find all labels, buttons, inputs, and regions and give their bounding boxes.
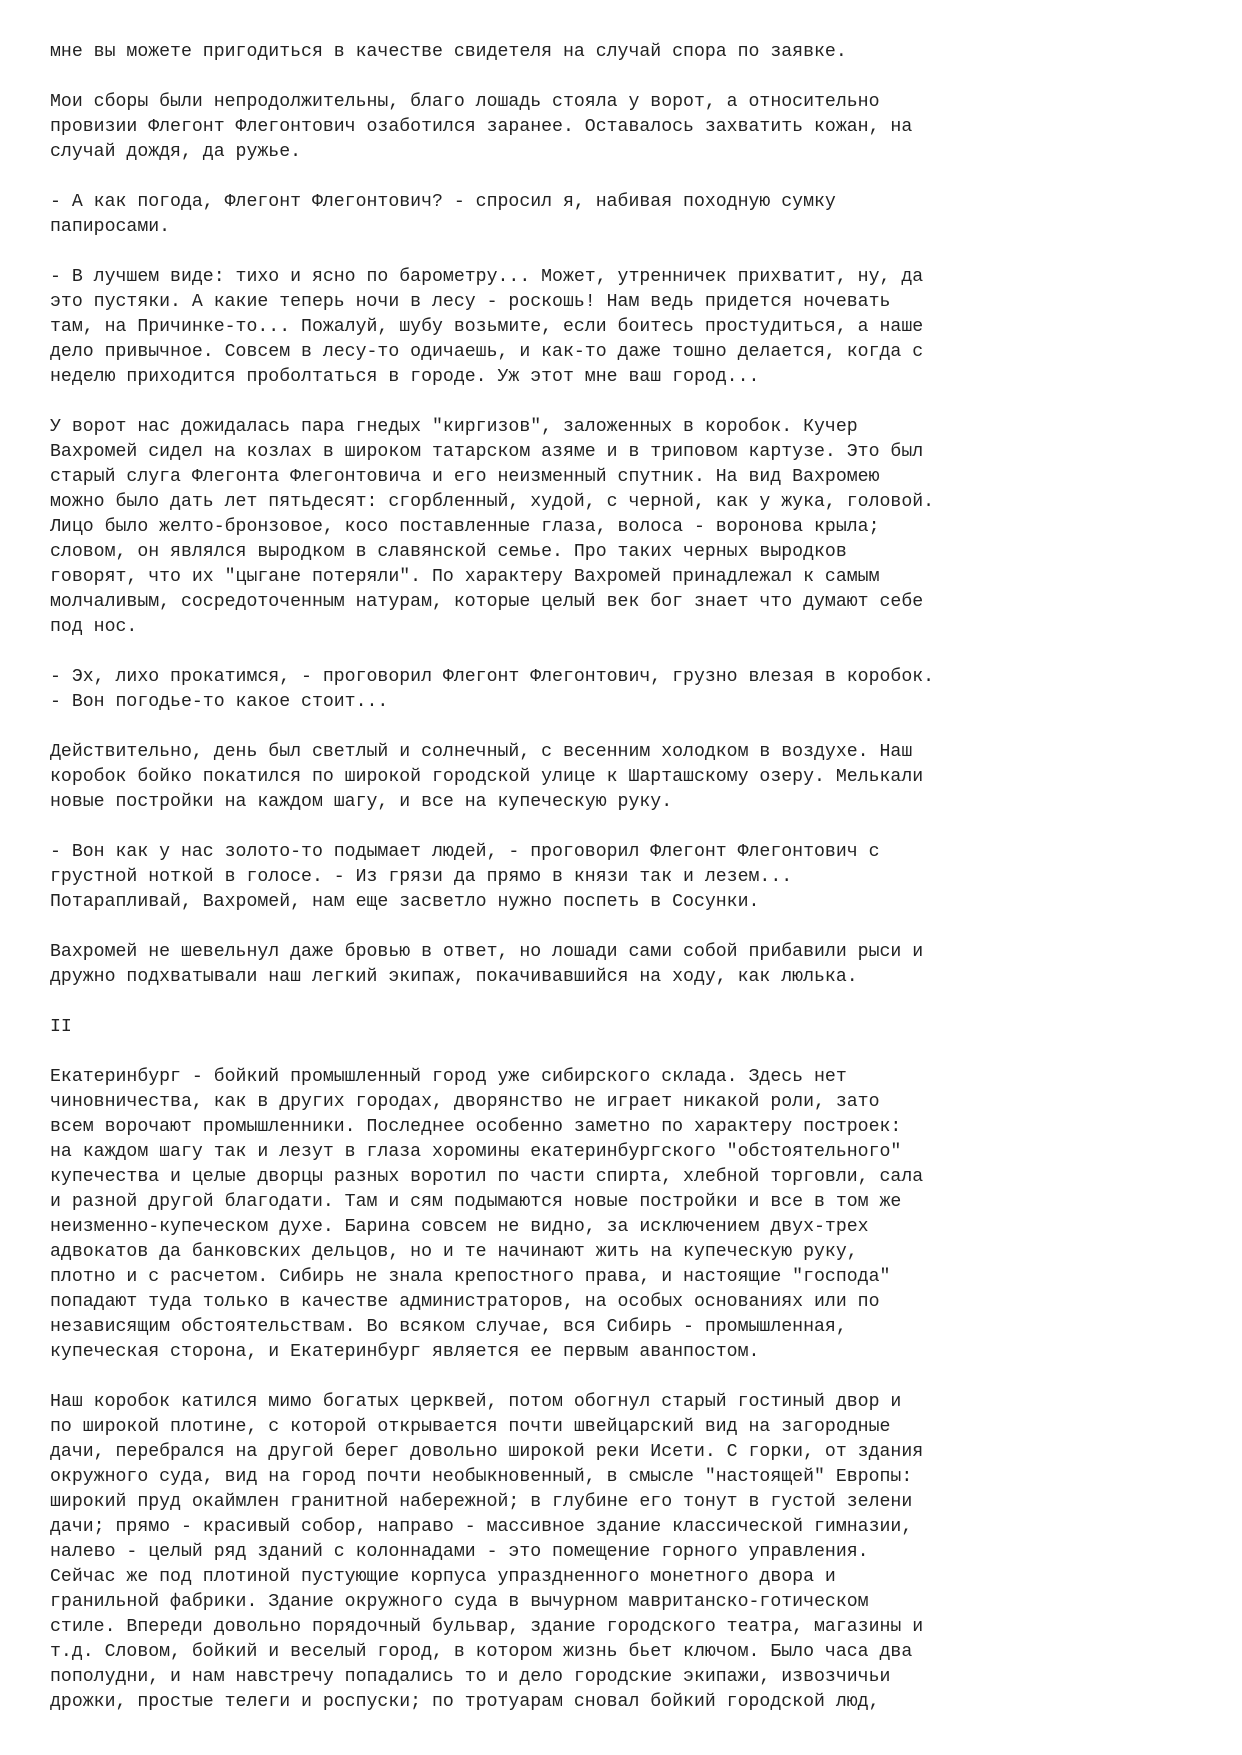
paragraph (50, 190, 1202, 240)
paragraph (50, 265, 1202, 390)
paragraph (50, 940, 1202, 990)
text-line: грустной ноткой в голосе. - Из грязи да прямо в князи так и лезем... (50, 867, 793, 887)
text-line: стиле. Впереди довольно порядочный бульвар, здание городского театра, магазины и (50, 1617, 924, 1637)
text-line: провизии Флегонт Флегонтович озаботился заранее. Оставалось захватить кожан, на (50, 117, 913, 137)
text-line: Вахромей сидел на козлах в широком татарском азяме и в триповом картузе. Это был (50, 442, 924, 462)
paragraph (50, 1065, 1202, 1365)
paragraph (50, 90, 1202, 165)
text-line: молчаливым, сосредоточенным натурам, которые целый век бог знает что думают себе (50, 592, 924, 612)
text-line: пополудни, и нам навстречу попадались то и дело городские экипажи, извозчичьи (50, 1667, 891, 1687)
text-line: Вахромей не шевельнул даже бровью в ответ, но лошади сами собой прибавили рыси и (50, 942, 924, 962)
text-line: дрожки, простые телеги и роспуски; по тротуарам сновал бойкий городской люд, (50, 1692, 880, 1712)
text-line: - Эх, лихо прокатимся, - проговорил Флегонт Флегонтович, грузно влезая в коробок. (50, 667, 935, 687)
text-line: Екатеринбург - бойкий промышленный город уже сибирского склада. Здесь нет (50, 1067, 847, 1087)
text-line: гранильной фабрики. Здание окружного суда в вычурном мавританско-готическом (50, 1592, 869, 1612)
document-text (50, 40, 1202, 1715)
text-line: - Вон как у нас золото-то подымает людей, - проговорил Флегонт Флегонтович с (50, 842, 880, 862)
text-line: независящим обстоятельствам. Во всяком случае, вся Сибирь - промышленная, (50, 1317, 847, 1337)
text-line: окружного суда, вид на город почти необыкновенный, в смысле "настоящей" Европы: (50, 1467, 913, 1487)
text-line: и разной другой благодати. Там и сям подымаются новые постройки и все в том же (50, 1192, 902, 1212)
text-line: купечества и целые дворцы разных воротил по части спирта, хлебной торговли, сала (50, 1167, 924, 1187)
text-line: адвокатов да банковских дельцов, но и те начинают жить на купеческую руку, (50, 1242, 858, 1262)
text-line: старый слуга Флегонта Флегонтовича и его неизменный спутник. На вид Вахромею (50, 467, 880, 487)
text-line: говорят, что их "цыгане потеряли". По характеру Вахромей принадлежал к самым (50, 567, 880, 587)
text-line: мне вы можете пригодиться в качестве свидетеля на случай спора по заявке. (50, 42, 847, 62)
text-line: дружно подхватывали наш легкий экипаж, покачивавшийся на ходу, как люлька. (50, 967, 858, 987)
text-line: дачи, перебрался на другой берег довольно широкой реки Исети. С горки, от здания (50, 1442, 924, 1462)
text-line: чиновничества, как в других городах, дворянство не играет никакой роли, зато (50, 1092, 880, 1112)
paragraph (50, 840, 1202, 915)
text-line: по широкой плотине, с которой открывается почти швейцарский вид на загородные (50, 1417, 891, 1437)
text-line: плотно и с расчетом. Сибирь не знала крепостного права, и настоящие "господа" (50, 1267, 891, 1287)
text-line: можно было дать лет пятьдесят: сгорбленный, худой, с черной, как у жука, головой. (50, 492, 935, 512)
text-line: там, на Причинке-то... Пожалуй, шубу возьмите, если боитесь простудиться, а наше (50, 317, 924, 337)
text-line: Сейчас же под плотиной пустующие корпуса упраздненного монетного двора и (50, 1567, 836, 1587)
text-line: неделю приходится проболтаться в городе. Уж этот мне ваш город... (50, 367, 760, 387)
paragraph (50, 1390, 1202, 1715)
text-line: - В лучшем виде: тихо и ясно по барометру... Может, утренничек прихватит, ну, да (50, 267, 924, 287)
text-line: под нос. (50, 617, 138, 637)
text-line: - Вон погодье-то какое стоит... (50, 692, 389, 712)
text-line: У ворот нас дожидалась пара гнедых "киргизов", заложенных в коробок. Кучер (50, 417, 858, 437)
text-line: неизменно-купеческом духе. Барина совсем не видно, за исключением двух-трех (50, 1217, 869, 1237)
text-line: попадают туда только в качестве администраторов, на особых основаниях или по (50, 1292, 880, 1312)
text-line: это пустяки. А какие теперь ночи в лесу - роскошь! Нам ведь придется ночевать (50, 292, 891, 312)
paragraph (50, 1015, 1202, 1040)
paragraph (50, 415, 1202, 640)
text-line: Наш коробок катился мимо богатых церквей, потом обогнул старый гостиный двор и (50, 1392, 902, 1412)
text-line: налево - целый ряд зданий с колоннадами - это помещение горного управления. (50, 1542, 869, 1562)
text-line: словом, он являлся выродком в славянской семье. Про таких черных выродков (50, 542, 847, 562)
text-line: на каждом шагу так и лезут в глаза хоромины екатеринбургского "обстоятельного" (50, 1142, 902, 1162)
paragraph (50, 665, 1202, 715)
paragraph (50, 40, 1202, 65)
text-line: Действительно, день был светлый и солнечный, с весенним холодком в воздухе. Наш (50, 742, 913, 762)
text-line: т.д. Словом, бойкий и веселый город, в котором жизнь бьет ключом. Было часа два (50, 1642, 913, 1662)
text-line: Потарапливай, Вахромей, нам еще засветло нужно поспеть в Сосунки. (50, 892, 760, 912)
text-line: широкий пруд окаймлен гранитной набережной; в глубине его тонут в густой зелени (50, 1492, 913, 1512)
text-line: Мои сборы были непродолжительны, благо лошадь стояла у ворот, а относительно (50, 92, 880, 112)
text-line: папиросами. (50, 217, 171, 237)
paragraph (50, 740, 1202, 815)
text-line: - А как погода, Флегонт Флегонтович? - спросил я, набивая походную сумку (50, 192, 836, 212)
text-line: купеческая сторона, и Екатеринбург является ее первым аванпостом. (50, 1342, 760, 1362)
text-line: Лицо было желто-бронзовое, косо поставленные глаза, волоса - воронова крыла; (50, 517, 880, 537)
text-line: случай дождя, да ружье. (50, 142, 302, 162)
text-line: дело привычное. Совсем в лесу-то одичаешь, и как-то даже тошно делается, когда с (50, 342, 924, 362)
text-line: новые постройки на каждом шагу, и все на купеческую руку. (50, 792, 673, 812)
text-line: коробок бойко покатился по широкой городской улице к Шарташскому озеру. Мелькали (50, 767, 924, 787)
text-line: II (50, 1017, 72, 1037)
text-line: дачи; прямо - красивый собор, направо - массивное здание классической гимназии, (50, 1517, 913, 1537)
text-line: всем ворочают промышленники. Последнее особенно заметно по характеру построек: (50, 1117, 902, 1137)
